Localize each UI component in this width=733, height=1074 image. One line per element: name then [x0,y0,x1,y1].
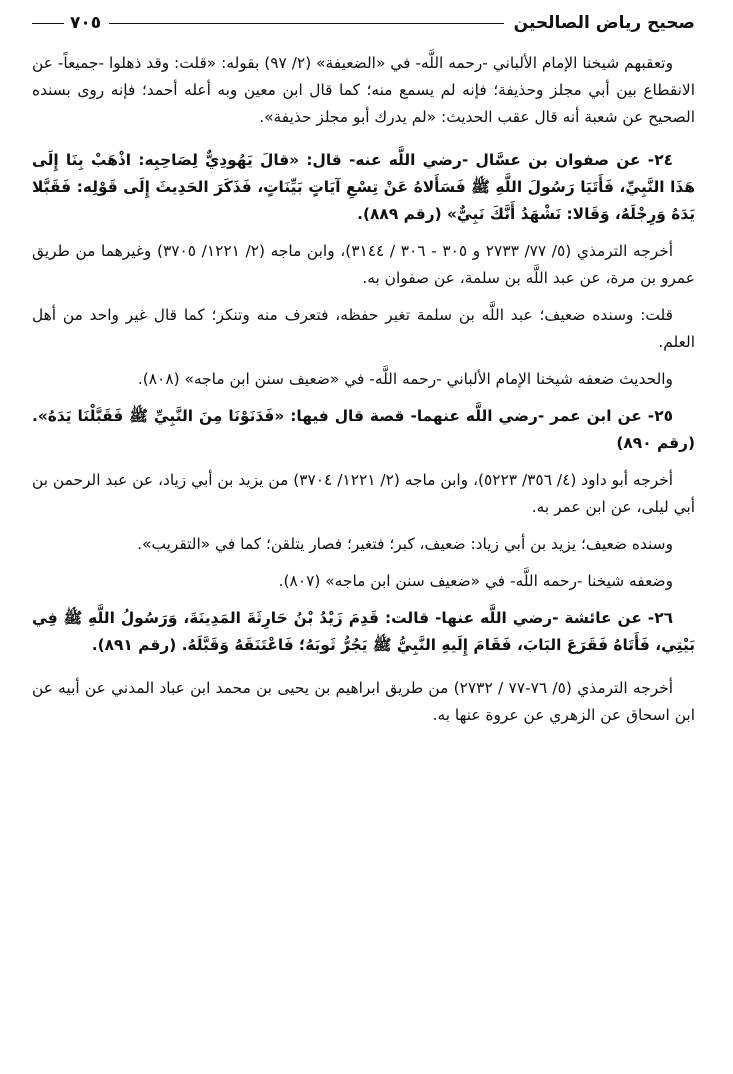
albani-note-24: والحديث ضعفه شيخنا الإمام الألباني -رحمه اللَّه- في «ضعيف سنن ابن ماجه» (٨٠٨). [137,370,673,388]
grading-25: وسنده ضعيف؛ يزيد بن أبي زياد: ضعيف، كبر؛ فتغير؛ فصار يتلقن؛ كما في «التقريب». [137,535,673,553]
hadith-26: ٢٦- عن عائشة -رضي اللَّه عنها- قالت: قَدِمَ زَيْدُ بْنُ حَارِثَةَ المَدِينَةَ، وَرَسُولُ اللَّهِ ﷺ فِي بَيْتِي، فَأَتَاهُ فَقَرَعَ البَابَ، فَقَامَ إِلَيهِ النَّبِيُّ ﷺ يَجُرُّ ثَوبَهُ؛ فَاعْتَنَقَهُ وَقَبَّلَهُ. (رقم ٨٩١). [32,609,695,654]
paragraph-albani-critique: وتعقبهم شيخنا الإمام الألباني -رحمه اللَّه- في «الضعيفة» (٢/ ٩٧) بقوله: «قلت: وقد ذهلوا -جميعاً- عن الانقطاع بين أبي مجلز وحذيفة؛ فإنه لم يسمع منه؛ كما قال ابن معين وبه أعله أحمد؛ فإنه روى بسنده الصحيح عن شعبة أنه قال عقب الحديث: «لم يدرك أبو مجلز حذيفة». [32,54,695,126]
takhrij-25: أخرجه أبو داود (٤/ ٣٥٦/ ٥٢٢٣)، وابن ماجه (٢/ ١٢٢١/ ٣٧٠٤) من يزيد بن أبي زياد، عن عبد الرحمن بن أبي ليلى، عن ابن عمر به. [32,471,695,516]
page-number: ٧٠٥ [70,13,102,33]
book-title: صحيح رياض الصالحين [513,13,695,33]
takhrij-26: أخرجه الترمذي (٥/ ٧٦-٧٧ / ٢٧٣٢) من طريق ابراهيم بن يحيى بن محمد ابن عباد المدني عن أبيه عن ابن اسحاق عن الزهري عن عروة عنها به. [32,679,695,724]
header-rule-end [32,23,64,24]
page-header [32,8,695,38]
albani-note-25: وضعفه شيخنا -رحمه اللَّه- في «ضعيف سنن ابن ماجه» (٨٠٧). [278,572,673,590]
header-rule [109,23,504,24]
takhrij-24: أخرجه الترمذي (٥/ ٧٧/ ٢٧٣٣ و ٣٠٥ - ٣٠٦ / ٣١٤٤)، وابن ماجه (٢/ ١٢٢١/ ٣٧٠٥) وغيرهما من طريق عمرو بن مرة، عن عبد اللَّه بن سلمة، عن صفوان به. [32,242,695,287]
hadith-25: ٢٥- عن ابن عمر -رضي اللَّه عنهما- قصة قال فيها: «فَدَنَوْنَا مِنَ النَّبِيِّ ﷺ فَقَبَّلْنَا يَدَهُ». (رقم ٨٩٠) [32,407,695,452]
grading-24: قلت: وسنده ضعيف؛ عبد اللَّه بن سلمة تغير حفظه، فتعرف منه وتنكر؛ كما قال غير واحد من أهل العلم. [32,306,695,351]
hadith-24: ٢٤- عن صفوان بن عسَّال -رضي اللَّه عنه- قال: «قالَ يَهُودِيٌّ لِصَاحِبِه: اذْهَبْ بِنَا إِلَى هَذَا النَّبِيِّ، فَأَتَيَا رَسُولَ اللَّهِ ﷺ فَسَأَلاهُ عَنْ تِسْعِ آيَاتٍ بَيِّنَاتٍ، فَذَكَرَ الحَدِيثَ إِلَى قَوْلِه: فَقَبَّلا يَدَهُ وَرِجْلَهُ، وَقَالا: نَشْهَدُ أَنَّكَ نَبِيٌّ» (رقم ٨٨٩). [32,151,695,223]
